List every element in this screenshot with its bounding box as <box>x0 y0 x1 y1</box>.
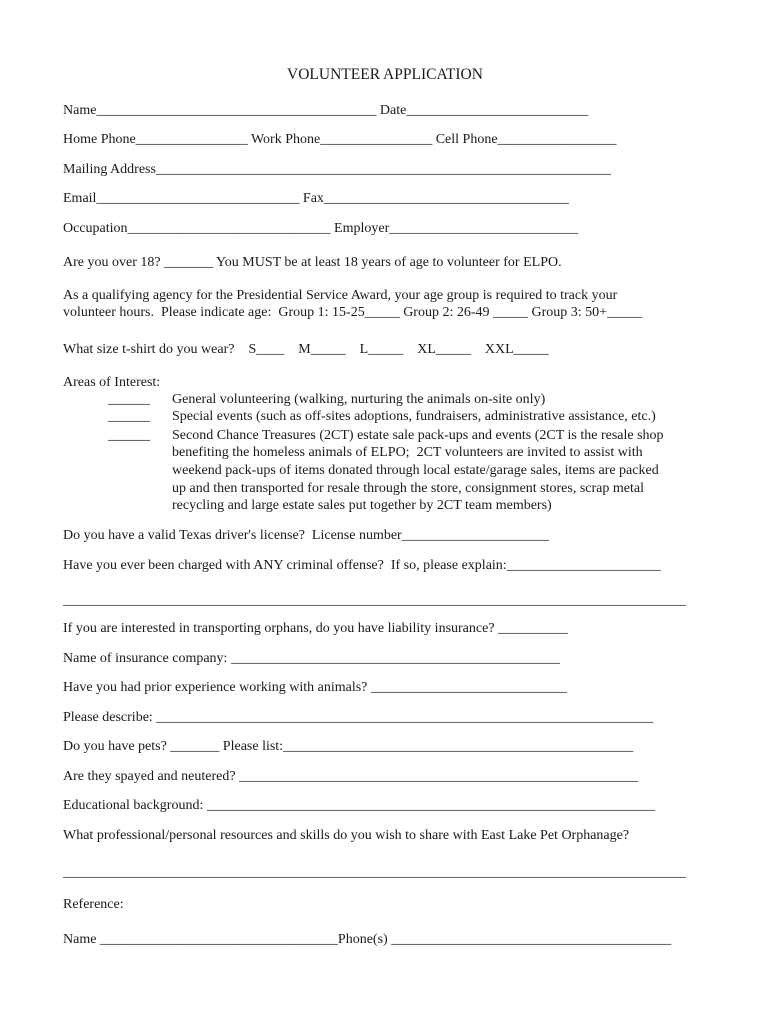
criminal-question[interactable]: Have you ever been charged with ANY criminal offense? If so, please explain:______________________ <box>63 558 661 573</box>
area3-text-line1: Second Chance Treasures (2CT) estate sale pack-ups and events (2CT is the resale shop <box>172 428 664 443</box>
describe-field[interactable]: Please describe: _______________________________________________________________________ <box>63 710 654 725</box>
area3-text-line2: benefiting the homeless animals of ELPO; 2CT volunteers are invited to assist with <box>172 445 643 460</box>
name-date-field[interactable]: Name________________________________________ Date__________________________ <box>63 103 589 118</box>
resources-blank[interactable]: _________________________________________________________________________________________ <box>63 865 686 880</box>
insurance-company-field[interactable]: Name of insurance company: _______________________________________________ <box>63 651 560 666</box>
education-field[interactable]: Educational background: ________________________________________________________________ <box>63 798 655 813</box>
area1-text: General volunteering (walking, nurturing the animals on-site only) <box>172 392 546 407</box>
tshirt-size-fields[interactable]: What size t-shirt do you wear? S____ M_____ L_____ XL_____ XXL_____ <box>63 342 549 357</box>
areas-of-interest-label: Areas of Interest: <box>63 375 161 390</box>
resources-question: What professional/personal resources and skills do you wish to share with East Lake Pet Orphanage? <box>63 828 630 843</box>
reference-label: Reference: <box>63 897 124 912</box>
area3-text-line3: weekend pack-ups of items donated through local estate/garage sales, items are packed <box>172 463 659 478</box>
area3-text-line4: up and then transported for resale through the store, consignment stores, scrap metal <box>172 481 644 496</box>
area3-blank[interactable]: ______ <box>108 428 150 443</box>
age-group-fields[interactable]: volunteer hours. Please indicate age: Group 1: 15-25_____ Group 2: 26-49 _____ Group 3: 50+_____ <box>63 305 643 320</box>
area3-text-line5: recycling and large estate sales put together by 2CT team members) <box>172 498 552 513</box>
occupation-employer-fields[interactable]: Occupation_____________________________ Employer___________________________ <box>63 221 579 236</box>
email-fax-fields[interactable]: Email_____________________________ Fax___________________________________ <box>63 191 569 206</box>
experience-question[interactable]: Have you had prior experience working with animals? ____________________________ <box>63 680 567 695</box>
mailing-address-field[interactable]: Mailing Address_________________________________________________________________ <box>63 162 611 177</box>
pets-question[interactable]: Do you have pets? _______ Please list:__________________________________________________ <box>63 739 634 754</box>
criminal-explain-blank[interactable]: _________________________________________________________________________________________ <box>63 593 686 608</box>
area2-blank[interactable]: ______ <box>108 409 150 424</box>
form-title: VOLUNTEER APPLICATION <box>287 66 483 83</box>
transport-insurance-question[interactable]: If you are interested in transporting orphans, do you have liability insurance? __________ <box>63 621 569 636</box>
award-text-line1: As a qualifying agency for the Presidential Service Award, your age group is required to track your <box>63 288 618 303</box>
phone-fields[interactable]: Home Phone________________ Work Phone________________ Cell Phone_________________ <box>63 132 617 147</box>
reference-name-phone-fields[interactable]: Name __________________________________Phone(s) ________________________________________ <box>63 932 672 947</box>
area1-blank[interactable]: ______ <box>108 392 150 407</box>
over-18-question[interactable]: Are you over 18? _______ You MUST be at least 18 years of age to volunteer for ELPO. <box>63 255 562 270</box>
area2-text: Special events (such as off-sites adoptions, fundraisers, administrative assistance, etc.) <box>172 409 656 424</box>
spayed-question[interactable]: Are they spayed and neutered? _________________________________________________________ <box>63 769 639 784</box>
license-question[interactable]: Do you have a valid Texas driver's license? License number_____________________ <box>63 528 549 543</box>
